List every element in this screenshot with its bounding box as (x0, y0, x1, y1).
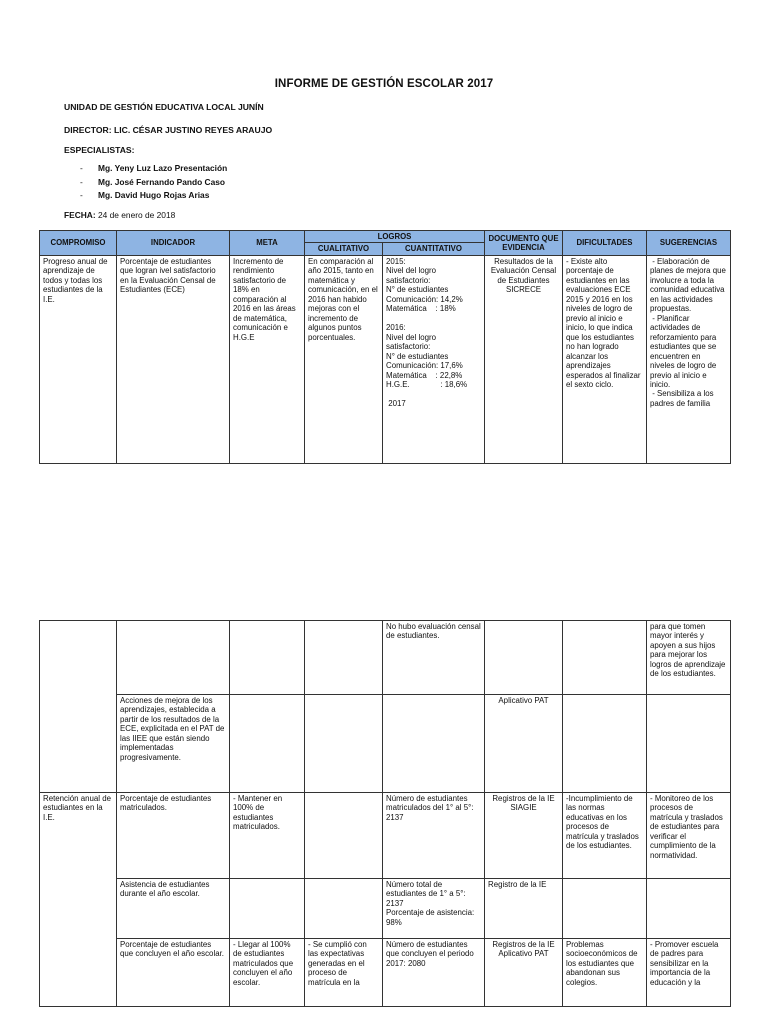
cell-cuantitativo: Número de estudiantes matriculados del 1° al 5°: 2137 (383, 793, 485, 879)
header-dificultades: DIFICULTADES (563, 231, 647, 256)
logros-table-2 (39, 620, 731, 1007)
cell-meta: - Llegar al 100% de estudiantes matriculados que concluyen el año escolar. (230, 939, 305, 1007)
cell-documento: Registros de la IE Aplicativo PAT (485, 939, 563, 1007)
cell-documento: Registro de la IE (485, 879, 563, 939)
cell-documento: Resultados de la Evaluación Censal de Estudiantes SICRECE (485, 255, 563, 463)
cell-compromiso: Progreso anual de aprendizaje de todos y todas los estudiantes de la I.E. (40, 255, 117, 463)
cell-cualitativo: En comparación al año 2015, tanto en matemática y comunicación, en el 2016 han habido mejoras con el incremento de algunos puntos porcentuales. (305, 255, 383, 463)
cell-sugerencias: - Monitoreo de los procesos de matrícula y traslados de estudiantes para verificar el cumplimiento de la normatividad. (647, 793, 731, 879)
header-cualitativo: CUALITATIVO (305, 243, 383, 255)
table-row (40, 793, 731, 879)
cell-indicador: Acciones de mejora de los aprendizajes, establecida a partir de los resultados de la ECE, explicitada en el PAT de las IIEE que están siendo implementadas progresivamente. (117, 695, 230, 793)
especialista-item: - Mg. José Fernando Pando Caso (80, 176, 226, 187)
cell-cuantitativo: Número total de estudiantes de 1° a 5°: 2137 Porcentaje de asistencia: 98% (383, 879, 485, 939)
cell-cuantitativo (383, 695, 485, 793)
cell-sugerencias (647, 879, 731, 939)
director-line: DIRECTOR: LIC. CÉSAR JUSTINO REYES ARAUJO (64, 125, 273, 135)
especialista-item: - Mg. Yeny Luz Lazo Presentación (80, 163, 228, 173)
cell-indicador: Porcentaje de estudiantes que logran ivel satisfactorio en la Evaluación Censal de Estudiantes (ECE) (117, 255, 230, 463)
cell-meta: Incremento de rendimiento satisfactorio de 18% en comparación al 2016 en las áreas de matemática, comunicación e H.G.E (230, 255, 305, 463)
cell-dificultades: - Existe alto porcentaje de estudiantes en las evaluaciones ECE 2015 y 2016 en los niveles de logro de previo al inicio e inicio, lo que indica que los estudiantes no han logrado alcanzar los aprendizajes esperados al finalizar el sexto ciclo. (563, 255, 647, 463)
table-row (40, 939, 731, 1007)
header-compromiso: COMPROMISO (40, 231, 117, 256)
cell-dificultades: Problemas socioeconómicos de los estudiantes que abandonan sus colegios. (563, 939, 647, 1007)
header-logros: LOGROS (305, 231, 485, 243)
cell-cualitativo (305, 695, 383, 793)
cell-cualitativo (305, 793, 383, 879)
table-row (40, 879, 731, 939)
table-row (40, 255, 731, 463)
cell-documento: Registros de la IE SIAGIE (485, 793, 563, 879)
cell-documento (485, 621, 563, 695)
cell-meta: - Mantener en 100% de estudiantes matriculados. (230, 793, 305, 879)
cell-dificultades: -Incumplimiento de las normas educativas en los procesos de matrícula y traslados de los estudiantes. (563, 793, 647, 879)
cell-meta (230, 695, 305, 793)
cell-documento: Aplicativo PAT (485, 695, 563, 793)
header-cuantitativo: CUANTITATIVO (383, 243, 485, 255)
ugel-name: UNIDAD DE GESTIÓN EDUCATIVA LOCAL JUNÍN (64, 102, 264, 112)
report-title: INFORME DE GESTIÓN ESCOLAR 2017 (274, 78, 494, 90)
cell-cualitativo (305, 621, 383, 695)
cell-sugerencias: - Promover escuela de padres para sensibilizar en la importancia de la educación y la (647, 939, 731, 1007)
cell-compromiso (40, 621, 117, 793)
header-sugerencias: SUGERENCIAS (647, 231, 731, 256)
table-row (40, 695, 731, 793)
cell-indicador (117, 621, 230, 695)
cell-sugerencias: - Elaboración de planes de mejora que involucre a toda la comunidad educativa en las actividades propuestas. - Planificar actividades de reforzamiento para estudiantes que se encuentren en niveles de logro de previo al inicio e inicio. - Sensibiliza a los padres de familia (647, 255, 731, 463)
cell-dificultades (563, 695, 647, 793)
cell-cualitativo: - Se cumplió con las expectativas generadas en el proceso de matrícula en la (305, 939, 383, 1007)
cell-cuantitativo: No hubo evaluación censal de estudiantes. (383, 621, 485, 695)
cell-meta (230, 879, 305, 939)
header-documento: DOCUMENTO QUE EVIDENCIA (485, 231, 563, 256)
especialistas-list (80, 162, 227, 203)
fecha-value: 24 de enero de 2018 (97, 210, 176, 220)
especialista-item: - Mg. David Hugo Rojas Arias (80, 190, 210, 200)
logros-table-1 (39, 230, 731, 464)
cell-cualitativo (305, 879, 383, 939)
fecha-label: FECHA: (64, 210, 96, 220)
especialistas-label: ESPECIALISTAS: (64, 145, 135, 155)
cell-compromiso: Retención anual de estudiantes en la I.E. (40, 793, 117, 1007)
cell-sugerencias: para que tomen mayor interés y apoyen a sus hijos para mejorar los logros de aprendizaje de los estudiantes. (647, 621, 731, 695)
cell-indicador: Porcentaje de estudiantes matriculados. (117, 793, 230, 879)
cell-dificultades (563, 879, 647, 939)
header-indicador: INDICADOR (117, 231, 230, 256)
header-meta: META (230, 231, 305, 256)
cell-dificultades (563, 621, 647, 695)
cell-sugerencias (647, 695, 731, 793)
fecha-line (64, 210, 175, 220)
table-row (40, 621, 731, 695)
cell-cuantitativo: Número de estudiantes que concluyen el periodo 2017: 2080 (383, 939, 485, 1007)
cell-indicador: Asistencia de estudiantes durante el año escolar. (117, 879, 230, 939)
cell-indicador: Porcentaje de estudiantes que concluyen el año escolar. (117, 939, 230, 1007)
cell-meta (230, 621, 305, 695)
cell-cuantitativo: 2015: Nivel del logro satisfactorio: N° de estudiantes Comunicación: 14,2% Matemática : 18% 2016: Nivel del logro satisfactorio: N° de estudiantes Comunicación: 17,6% Matemática : 22,8% H.G.E. : 18,6% 2017 (383, 255, 485, 463)
